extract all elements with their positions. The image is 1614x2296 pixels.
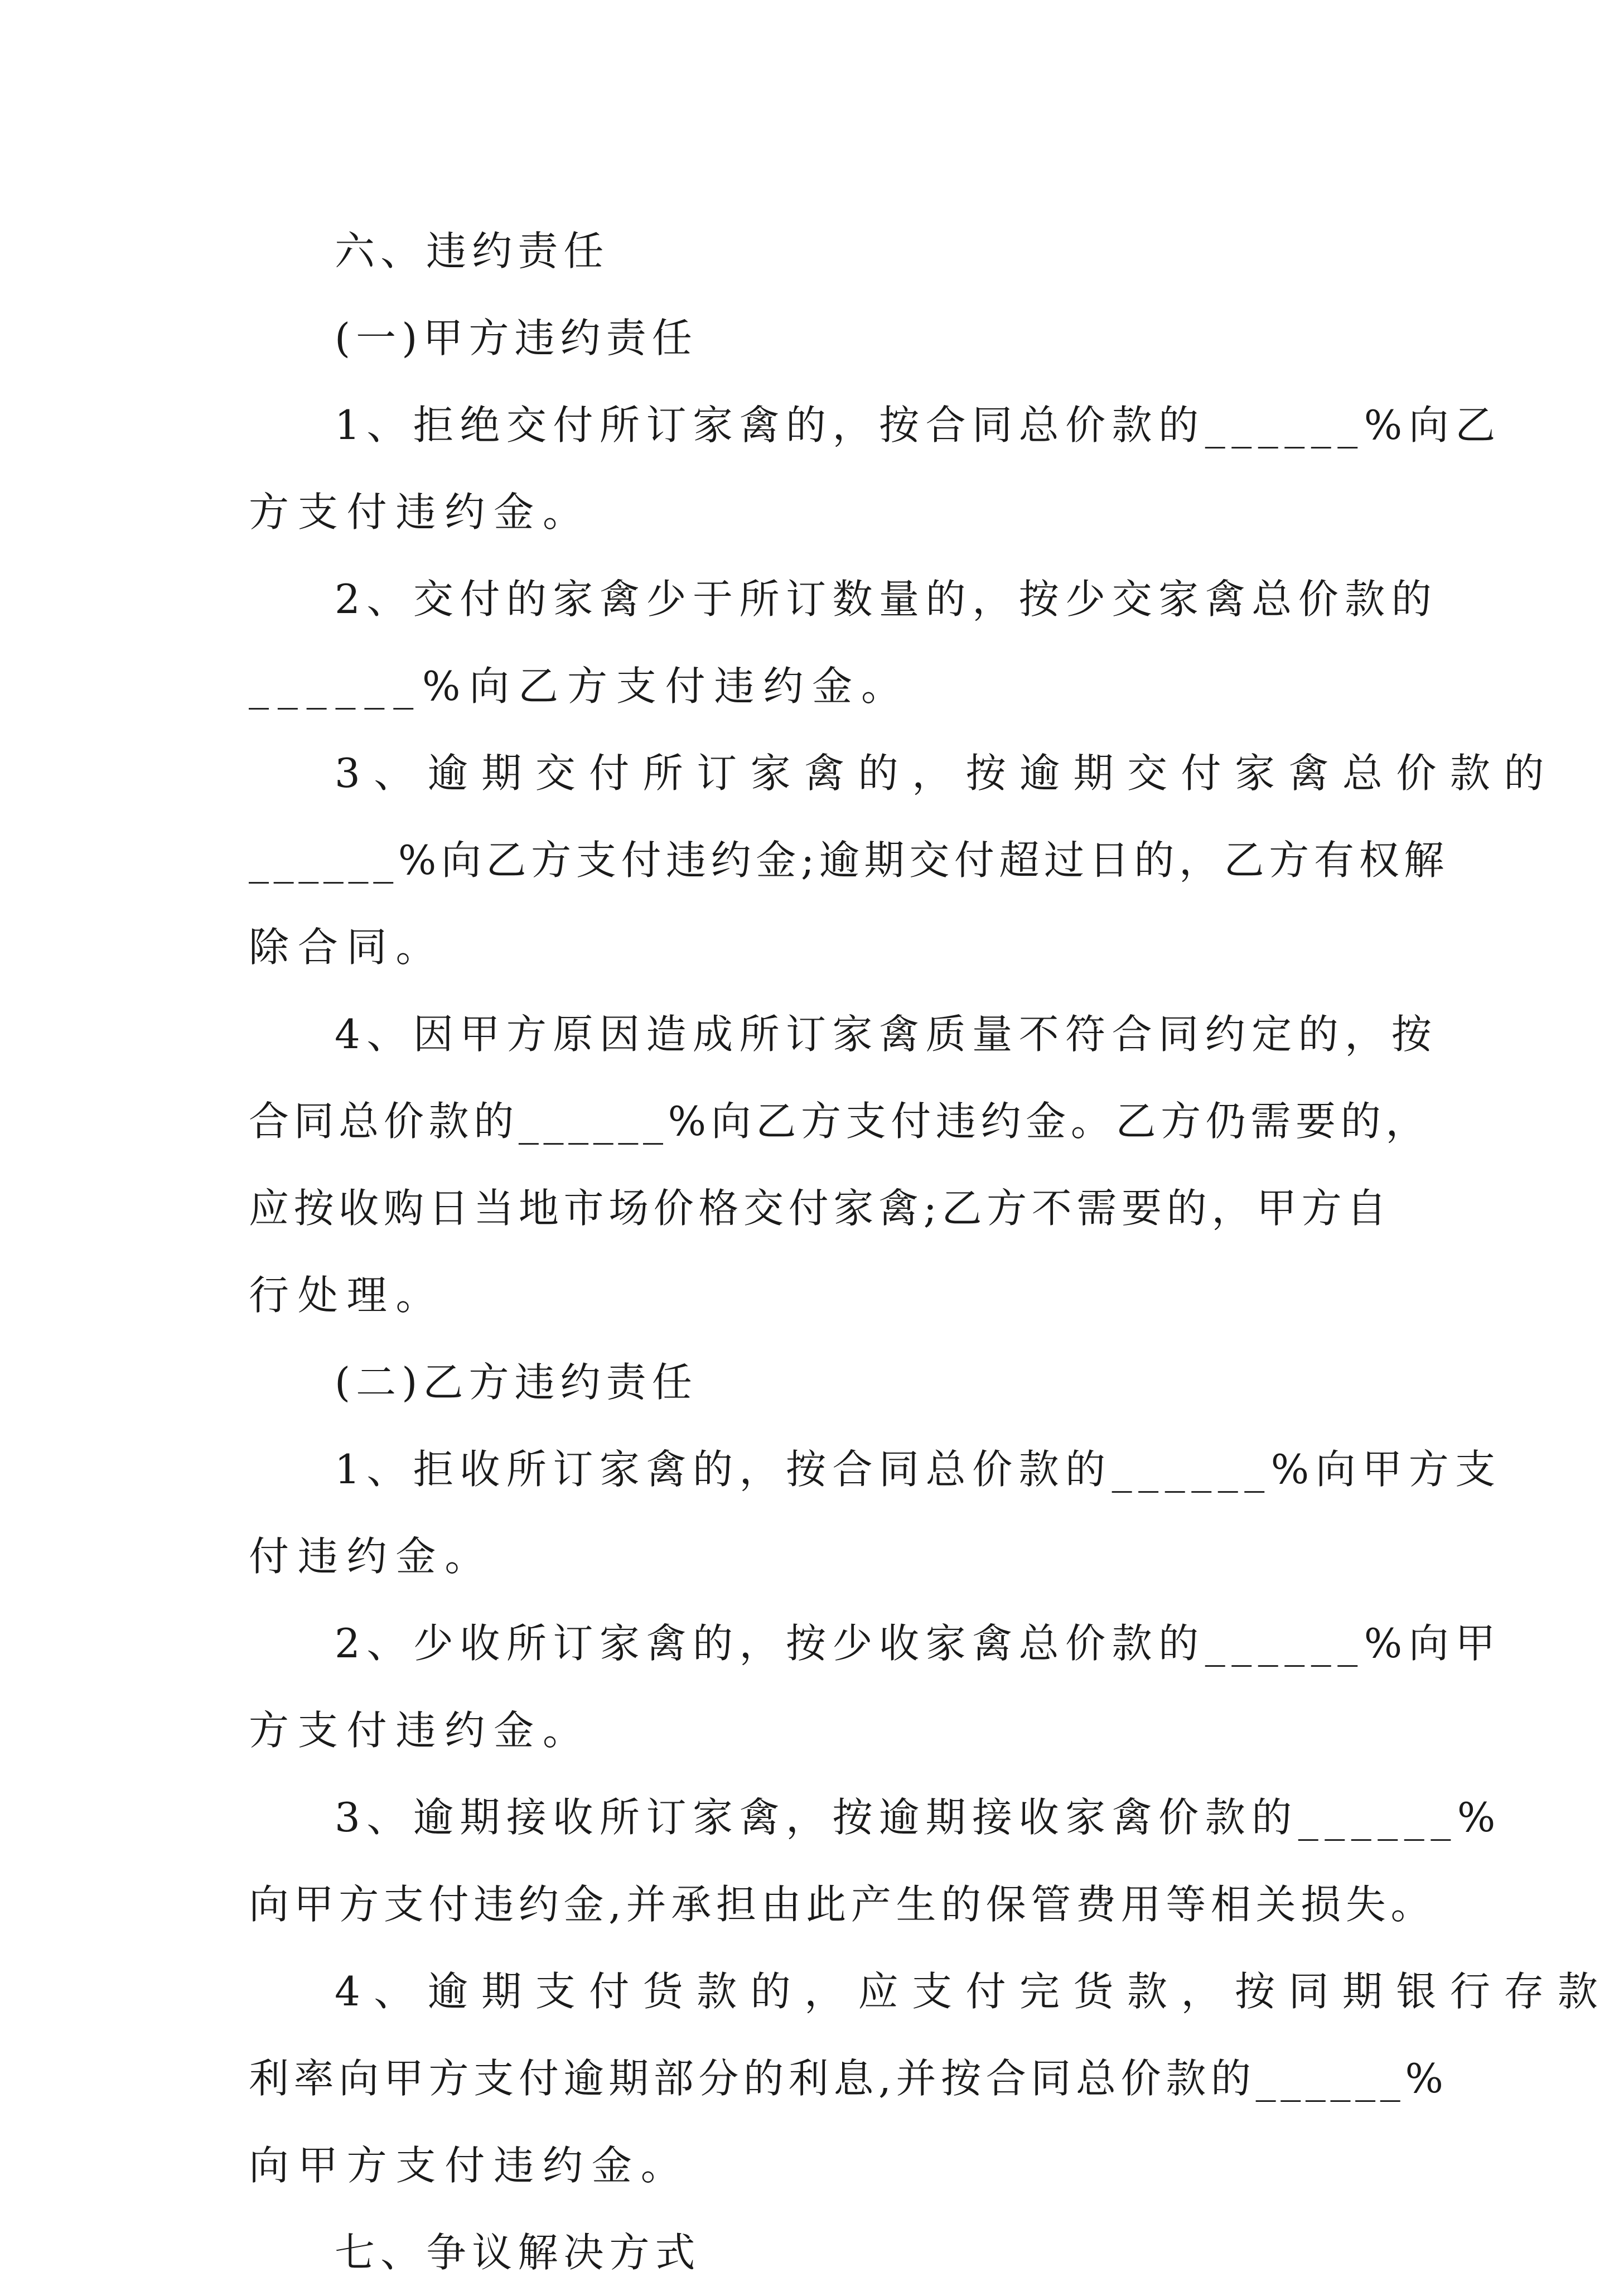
- paragraph-line: 除合同。: [249, 924, 445, 971]
- paragraph-line: 4、逾期支付货款的，应支付完货款，按同期银行存款: [335, 1968, 1612, 2015]
- paragraph-line: 2、交付的家禽少于所订数量的，按少交家禽总价款的: [335, 576, 1438, 623]
- subsection-heading-party-a: (一)甲方违约责任: [335, 315, 698, 361]
- section-heading-breach-liability: 六、违约责任: [335, 228, 610, 274]
- paragraph-line: 向甲方支付违约金。: [249, 2142, 690, 2189]
- paragraph-line: 行处理。: [249, 1272, 445, 1319]
- paragraph-line: 2、少收所订家禽的，按少收家禽总价款的______%向甲: [335, 1620, 1502, 1667]
- paragraph-line: 向甲方支付违约金,并承担由此产生的保管费用等相关损失。: [249, 1881, 1436, 1928]
- paragraph-line: 3、逾期接收所订家禽，按逾期接收家禽价款的______%: [335, 1794, 1502, 1841]
- paragraph-line: 方支付违约金。: [249, 489, 592, 536]
- paragraph-line: 1、拒绝交付所订家禽的，按合同总价款的______%向乙: [335, 402, 1502, 448]
- paragraph-line: 合同总价款的______%向乙方支付违约金。乙方仍需要的，: [249, 1098, 1431, 1145]
- document-body: [249, 208, 1612, 2296]
- subsection-heading-party-b: (二)乙方违约责任: [335, 1359, 698, 1406]
- paragraph-line: 4、因甲方原因造成所订家禽质量不符合同约定的，按: [335, 1011, 1438, 1058]
- paragraph-line: 1、拒收所订家禽的，按合同总价款的______%向甲方支: [335, 1446, 1502, 1493]
- paragraph-line: 付违约金。: [249, 1533, 494, 1580]
- paragraph-line: ______%向乙方支付违约金。: [249, 663, 910, 710]
- paragraph-line: 应按收购日当地市场价格交付家禽;乙方不需要的，甲方自: [249, 1185, 1391, 1232]
- paragraph-line: 方支付违约金。: [249, 1707, 592, 1754]
- paragraph-line: ______%向乙方支付违约金;逾期交付超过日的，乙方有权解: [249, 837, 1449, 884]
- paragraph-line: 3、逾期交付所订家禽的，按逾期交付家禽总价款的: [335, 750, 1558, 797]
- paragraph-line: 利率向甲方支付逾期部分的利息,并按合同总价款的______%: [249, 2055, 1448, 2102]
- section-heading-dispute-resolution: 七、争议解决方式: [335, 2229, 701, 2276]
